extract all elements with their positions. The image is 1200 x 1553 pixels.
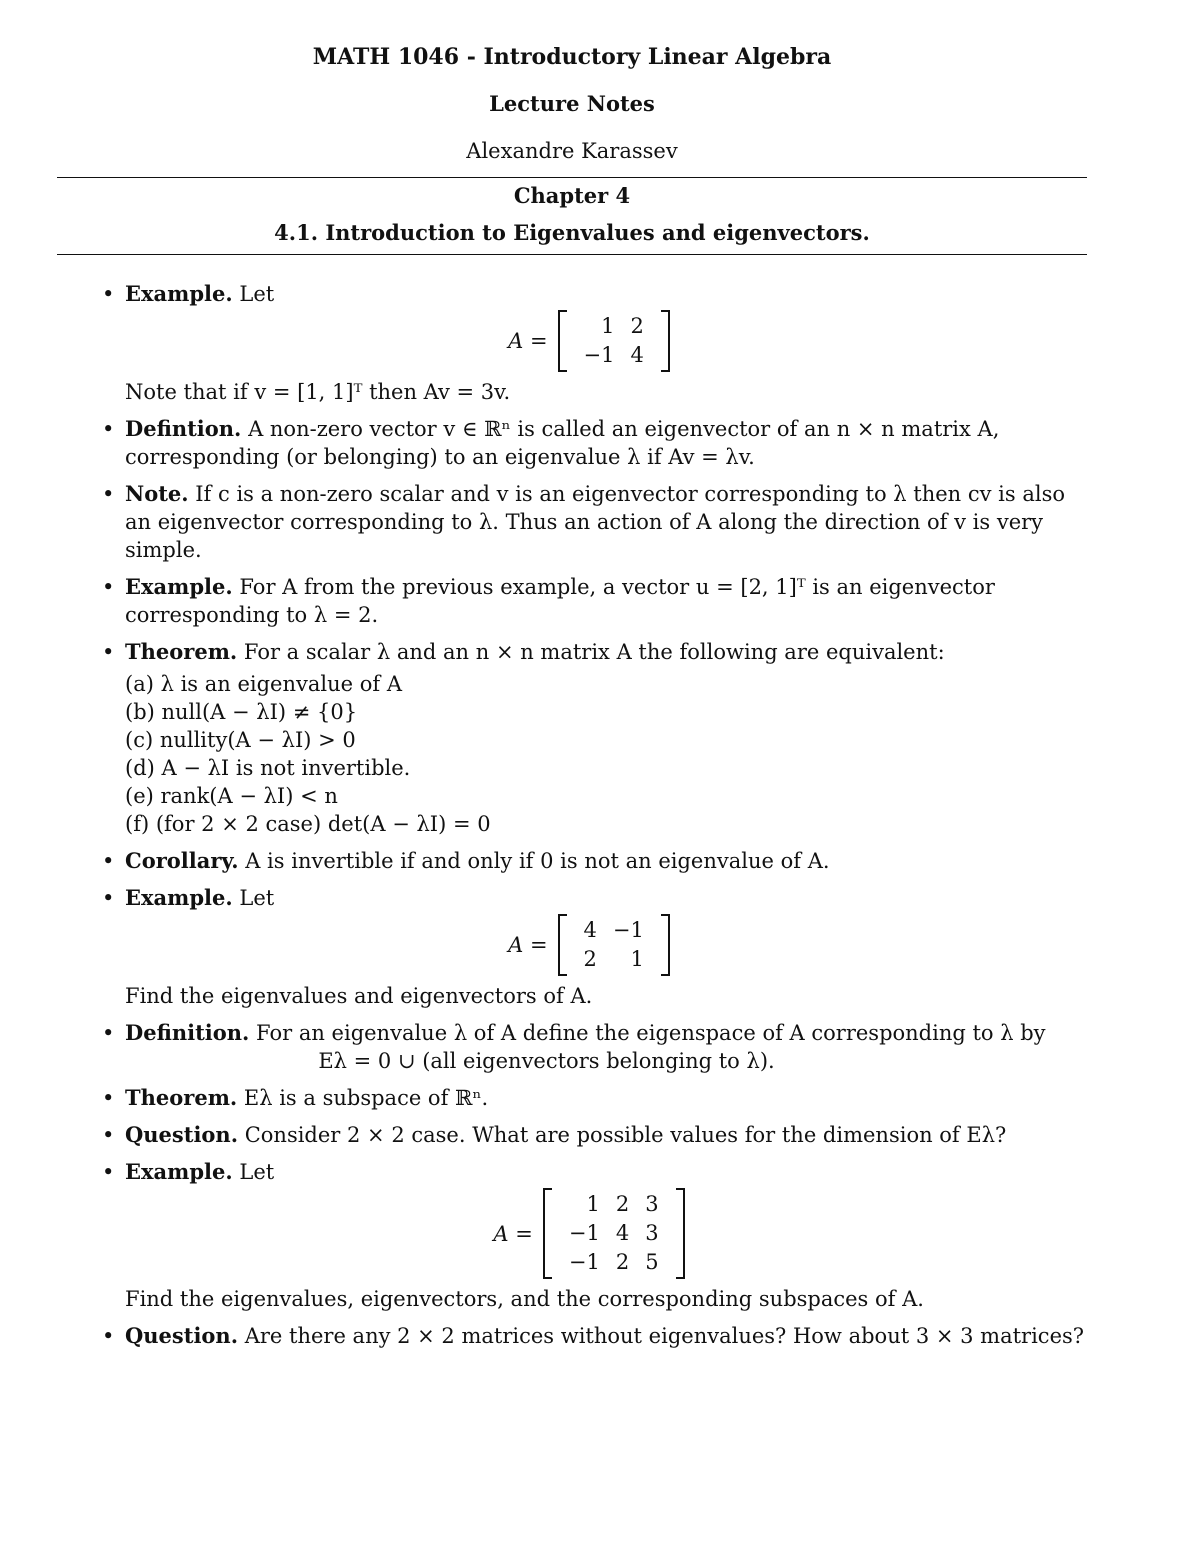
item-text: If c is a non-zero scalar and v is an eigenvector corresponding to λ then cv is also an eigenvector corresponding to λ. Thus an action of A along the direction of v is very simple. <box>125 482 1065 562</box>
matrix-cell: 4 <box>583 918 597 942</box>
chapter-heading: Chapter 4 <box>513 183 631 208</box>
item-text: A is invertible if and only if 0 is not an eigenvalue of A. <box>245 849 830 873</box>
course-title: MATH 1046 - Introductory Linear Algebra <box>312 44 832 70</box>
matrix-cell: 3 <box>645 1221 659 1245</box>
bullet-icon: • <box>102 575 115 599</box>
matrix-cell: −1 <box>568 1250 600 1274</box>
bullet-icon: • <box>102 1021 115 1045</box>
item-text: For A from the previous example, a vector u = [2, 1]ᵀ is an eigenvector corresponding to λ = 2. <box>125 575 995 627</box>
matrix-cell: 1 <box>586 1192 600 1216</box>
theorem-subspace <box>98 1084 1088 1112</box>
question-1 <box>98 1121 1088 1149</box>
matrix-cell: 2 <box>630 314 644 338</box>
matrix-lhs: A = <box>508 329 548 353</box>
matrix <box>558 914 670 976</box>
matrix-lhs: A = <box>508 933 548 957</box>
example-1 <box>98 280 1088 406</box>
item-text: Eλ is a subspace of ℝⁿ. <box>243 1086 489 1110</box>
bullet-icon: • <box>102 1086 115 1110</box>
matrix-cell: 4 <box>630 343 644 367</box>
item-label: Theorem. <box>125 639 238 664</box>
item-label: Example. <box>125 1159 233 1184</box>
matrix-cell: 2 <box>583 947 597 971</box>
condition-b: (b) null(A − λI) ≠ {0} <box>125 700 358 724</box>
top-rule <box>57 177 1087 178</box>
item-text: Consider 2 × 2 case. What are possible values for the dimension of Eλ? <box>244 1123 1007 1147</box>
item-label: Example. <box>125 574 233 599</box>
note-item <box>98 480 1088 564</box>
matrix-cell: −1 <box>568 1221 600 1245</box>
condition-d: (d) A − λI is not invertible. <box>125 756 411 780</box>
condition-e: (e) rank(A − λI) < n <box>125 784 338 808</box>
condition-a: (a) λ is an eigenvalue of A <box>125 672 402 696</box>
matrix-lhs: A = <box>493 1221 533 1246</box>
example-note: Note that if v = [1, 1]ᵀ then Av = 3v. <box>125 380 511 404</box>
bullet-icon: • <box>102 282 115 306</box>
bullet-icon: • <box>102 849 115 873</box>
matrix-cell: 2 <box>615 1250 630 1274</box>
matrix <box>558 310 670 372</box>
bullet-icon: • <box>102 640 115 664</box>
matrix-cell: −1 <box>612 918 644 942</box>
example-2 <box>98 573 1088 629</box>
item-label: Question. <box>125 1122 239 1147</box>
item-label: Example. <box>125 281 233 306</box>
example-note: Find the eigenvalues, eigenvectors, and the corresponding subspaces of A. <box>125 1287 924 1311</box>
example-note: Find the eigenvalues and eigenvectors of A. <box>125 984 593 1008</box>
matrix <box>543 1188 685 1279</box>
item-text: Let <box>239 1160 275 1184</box>
matrix-cell: 2 <box>615 1192 630 1216</box>
item-label: Note. <box>125 481 189 506</box>
matrix-cell: 1 <box>630 947 644 971</box>
bullet-icon: • <box>102 1123 115 1147</box>
corollary <box>98 847 1088 875</box>
item-text: For an eigenvalue λ of A define the eigenspace of A corresponding to λ by <box>256 1021 1046 1045</box>
section-title: 4.1. Introduction to Eigenvalues and eigenvectors. <box>274 220 870 245</box>
bullet-icon: • <box>102 1160 115 1184</box>
theorem-equivalences <box>98 638 1088 838</box>
item-label: Defintion. <box>125 416 242 441</box>
item-label: Question. <box>125 1323 239 1348</box>
item-label: Definition. <box>125 1020 250 1045</box>
notes-body <box>98 280 1088 1359</box>
condition-list <box>125 670 1088 838</box>
matrix-cell: 3 <box>645 1192 659 1216</box>
question-2 <box>98 1322 1088 1350</box>
item-label: Theorem. <box>125 1085 238 1110</box>
matrix-cell: 1 <box>601 314 615 338</box>
definition-eigenvector <box>98 415 1088 471</box>
bullet-icon: • <box>102 886 115 910</box>
bullet-icon: • <box>102 417 115 441</box>
matrix-equation <box>125 914 1088 976</box>
item-text: Are there any 2 × 2 matrices without eigenvalues? How about 3 × 3 matrices? <box>244 1324 1085 1348</box>
item-text: A non-zero vector v ∈ ℝⁿ is called an eigenvector of an n × n matrix A, corresponding (or belonging) to an eigenvalue λ if Av = λv. <box>125 417 1000 469</box>
author-name: Alexandre Karassev <box>466 139 678 163</box>
item-text: Let <box>239 886 275 910</box>
example-4 <box>98 1158 1088 1313</box>
lecture-notes-subtitle: Lecture Notes <box>489 91 655 116</box>
item-text: Let <box>239 282 275 306</box>
condition-f: (f) (for 2 × 2 case) det(A − λI) = 0 <box>125 812 491 836</box>
eigenspace-formula: Eλ = 0 ∪ (all eigenvectors belonging to λ). <box>318 1049 775 1073</box>
definition-eigenspace <box>98 1019 1088 1075</box>
bottom-rule <box>57 254 1087 255</box>
matrix-cell: −1 <box>583 343 615 367</box>
item-text: For a scalar λ and an n × n matrix A the following are equivalent: <box>243 640 945 664</box>
condition-c: (c) nullity(A − λI) > 0 <box>125 728 356 752</box>
matrix-cell: 5 <box>645 1250 659 1274</box>
item-label: Corollary. <box>125 848 239 873</box>
item-label: Example. <box>125 885 233 910</box>
matrix-cell: 4 <box>615 1221 630 1245</box>
matrix-equation <box>125 1188 1088 1279</box>
bullet-icon: • <box>102 482 115 506</box>
matrix-equation <box>125 310 1088 372</box>
example-3 <box>98 884 1088 1010</box>
bullet-icon: • <box>102 1324 115 1348</box>
